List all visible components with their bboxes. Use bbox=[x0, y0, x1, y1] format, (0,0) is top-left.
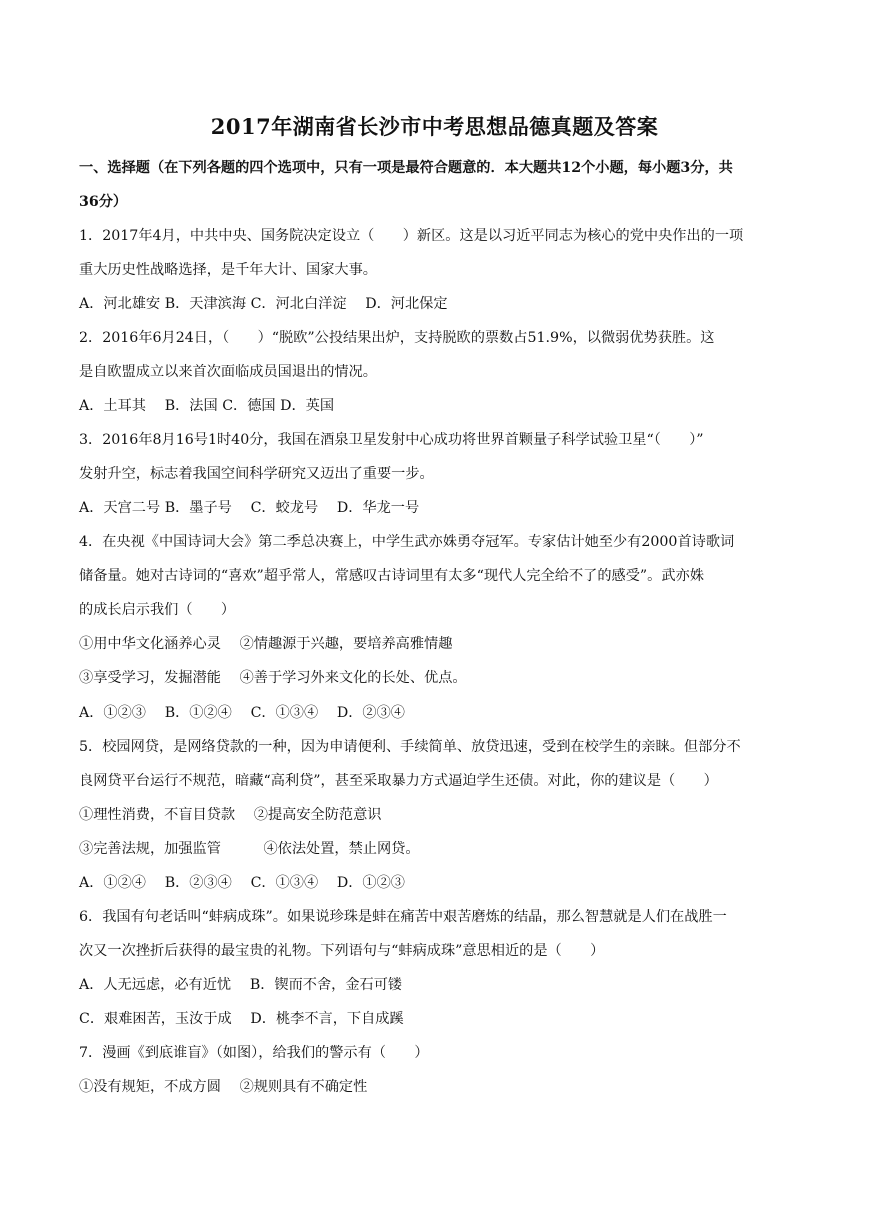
question-4-options: A．①②③ B．①②④ C．①③④ D．②③④ bbox=[79, 705, 405, 721]
question-4-statement: ③享受学习，发掘潜能 ④善于学习外来文化的长处、优点。 bbox=[79, 670, 467, 686]
question-4-text: 4．在央视《中国诗词大会》第二季总决赛上，中学生武亦姝勇夺冠军。专家估计她至少有2000首诗歌词 bbox=[79, 534, 735, 550]
document-title: 2017年湖南省长沙市中考思想品德真题及答案 bbox=[210, 114, 659, 139]
question-4-text: 储备量。她对古诗词的“喜欢”超乎常人，常感叹古诗词里有太多“现代人完全给不了的感受”。武亦姝 bbox=[79, 568, 704, 584]
question-6-text: 次又一次挫折后获得的最宝贵的礼物。下列语句与“蚌病成珠”意思相近的是（ ） bbox=[79, 943, 605, 959]
question-1-text: 重大历史性战略选择，是千年大计、国家大事。 bbox=[79, 262, 377, 278]
question-3-text: 3．2016年8月16号1时40分，我国在酒泉卫星发射中心成功将世界首颗量子科学试验卫星“（ ）” bbox=[79, 432, 704, 448]
question-6-options: C．艰难困苦，玉汝于成 D．桃李不言，下自成蹊 bbox=[79, 1011, 404, 1027]
question-7-text: 7．漫画《到底谁盲》（如图），给我们的警示有（ ） bbox=[79, 1045, 429, 1061]
question-1-options: A．河北雄安 B．天津滨海 C．河北白洋淀 D．河北保定 bbox=[79, 296, 448, 312]
section-heading: 一、选择题（在下列各题的四个选项中，只有一项是最符合题意的．本大题共12个小题，每小题3分，共 bbox=[79, 160, 733, 176]
question-5-options: A．①②④ B．②③④ C．①③④ D．①②③ bbox=[79, 875, 405, 891]
question-3-options: A．天宫二号 B．墨子号 C．蛟龙号 D．华龙一号 bbox=[79, 500, 420, 516]
question-4-statement: ①用中华文化涵养心灵 ②情趣源于兴趣，要培养高雅情趣 bbox=[79, 636, 453, 652]
question-5-statement: ③完善法规，加强监管 ④依法处置，禁止网贷。 bbox=[79, 841, 420, 857]
question-6-options: A．人无远虑，必有近忧 B．锲而不舍，金石可镂 bbox=[79, 977, 403, 993]
question-7-statement: ①没有规矩，不成方圆 ②规则具有不确定性 bbox=[79, 1079, 368, 1095]
question-1-text: 1．2017年4月，中共中央、国务院决定设立（ ）新区。这是以习近平同志为核心的党中央作出的一项 bbox=[79, 228, 744, 244]
question-2-options: A．土耳其 B．法国 C．德国 D．英国 bbox=[79, 398, 335, 414]
question-5-statement: ①理性消费，不盲目贷款 ②提高安全防范意识 bbox=[79, 807, 382, 823]
question-5-text: 良网贷平台运行不规范，暗藏“高利贷”，甚至采取暴力方式逼迫学生还债。对此，你的建议是（ ） bbox=[79, 773, 718, 789]
section-heading-cont: 36分） bbox=[79, 194, 128, 210]
question-2-text: 2．2016年6月24日，（ ）“脱欧”公投结果出炉，支持脱欧的票数占51.9%，以微弱优势获胜。这 bbox=[79, 330, 715, 346]
question-5-text: 5．校园网贷，是网络贷款的一种，因为申请便利、手续简单、放贷迅速，受到在校学生的亲睐。但部分不 bbox=[79, 739, 741, 755]
question-4-text: 的成长启示我们（ ） bbox=[79, 602, 236, 618]
question-6-text: 6．我国有句老话叫“蚌病成珠”。如果说珍珠是蚌在痛苦中艰苦磨炼的结晶，那么智慧就是人们在战胜一 bbox=[79, 909, 727, 925]
question-2-text: 是自欧盟成立以来首次面临成员国退出的情况。 bbox=[79, 364, 377, 380]
question-3-text: 发射升空，标志着我国空间科学研究又迈出了重要一步。 bbox=[79, 466, 434, 482]
